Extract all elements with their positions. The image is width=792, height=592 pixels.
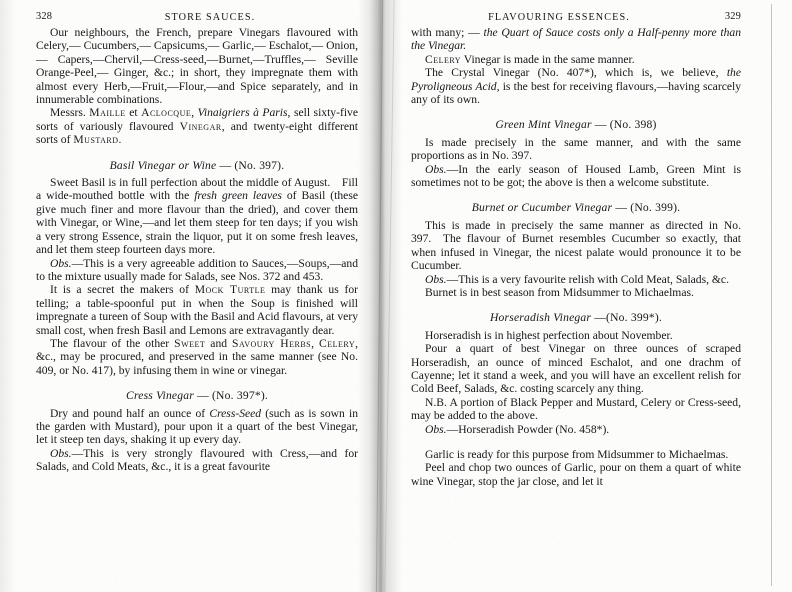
paragraph-burnet-method: This is made in precisely the same manner as directed in No. 397. The flavour of Burnet resembles Cucumber so exactly, that when infused in Vinegar, the nicest palate would pronounce it to be Cucumber. <box>411 218 741 273</box>
smallcaps-vinegar: Vinegar <box>179 119 222 133</box>
paragraph-green-mint-obs: Obs.—In the early season of Housed Lamb, Green Mint is sometimes not to be got; the above is then a welcome substitute. <box>411 162 741 190</box>
left-page-running-header <box>36 0 358 26</box>
heading-burnet-cucumber-vinegar-number: — (No. 399). <box>615 201 681 215</box>
heading-cress-vinegar <box>36 389 358 402</box>
paragraph-burnet-season: Burnet is in best season from Midsummer to Michaelmas. <box>425 285 694 299</box>
italic-fresh-green-leaves: fresh green leaves <box>194 189 282 203</box>
paragraph-horseradish-method: Pour a quart of best Vinegar on three ounces of scraped Horseradish, an ounce of minced Eschalot, and one drachm of Cayenne; let it stand a week, and you will have an excellent relish for Cold Beef, Salads, &c. costing scarcely any thing. <box>411 342 741 396</box>
left-page-edge-shadow <box>0 0 16 592</box>
paragraph-sweet-basil: Sweet Basil is in full perfection about the middle of August. Fill a wide-mouthed bottle with the fresh green leaves of Basil (these give much finer and more flavour than the dried), and cover them with Vinegar, or Wine,—and let them steep for ten days; if you wish a very strong Essence, strain the liquor, put it on some fresh leaves, and let them steep fourteen days more. <box>36 176 358 257</box>
smallcaps-maille: Maille <box>89 106 126 120</box>
heading-burnet-cucumber-vinegar-title: Burnet or Cucumber Vinegar <box>471 201 613 215</box>
left-page-column <box>36 0 358 474</box>
right-page-running-header <box>411 0 741 26</box>
smallcaps-mustard: Mustard <box>73 133 119 147</box>
paragraph-basil-obs: Obs.—This is a very agreeable addition to Sauces,—Soups,—and to the mixture usually made for Salads, see Nos. 372 and 453. <box>36 256 358 283</box>
heading-burnet-cucumber-vinegar <box>411 201 741 214</box>
paragraph-horseradish-nb: N.B. A portion of Black Pepper and Mustard, Celery or Cress-seed, may be added to the above. <box>411 395 741 423</box>
paragraph-garlic-method: Peel and chop two ounces of Garlic, pour on them a quart of white wine Vinegar, stop the jar close, and let it <box>411 461 741 488</box>
smallcaps-celery: Celery <box>319 336 356 350</box>
paragraph-celery-vinegar: Celery Vinegar is made in the same manner. <box>425 52 635 66</box>
smallcaps-mock-turtle: Mock Turtle <box>194 283 266 297</box>
paragraph-cress-obs: Obs.—This is very strongly flavoured with Cress,—and for Salads, and Cold Meats, &c., it is a great favourite <box>36 446 358 474</box>
italic-obs-label: Obs. <box>50 256 72 270</box>
smallcaps-aclocque: Aclocque <box>141 106 192 120</box>
heading-horseradish-vinegar <box>411 311 741 324</box>
right-page-running-head: FLAVOURING ESSENCES. <box>488 12 630 23</box>
heading-basil-vinegar <box>36 159 358 172</box>
italic-cress-seed: Cress-Seed <box>209 406 262 420</box>
heading-cress-vinegar-title: Cress Vinegar <box>126 389 194 403</box>
book-gutter-shadow <box>358 0 402 592</box>
paragraph-french-vinegars: Our neighbours, the French, prepare Vinegars flavoured with Celery,— Cucumbers,— Capsicums,— Garlic,— Eschalot,— Onion,— Capers,—Chervil,—Cress-seed,—Burnet,—Truffles,— Seville Orange-Peel,— Ginger, &c.; in short, they impregnate them with almost every Herb,—Fruit,—Flour,—and Spice separately, and in innumerable combinations. <box>36 26 358 107</box>
left-page-folio: 328 <box>36 11 53 22</box>
heading-green-mint-vinegar-title: Green Mint Vinegar <box>495 118 592 132</box>
italic-vinaigriers-a-paris: Vinaigriers à Paris <box>197 106 288 120</box>
heading-basil-vinegar-title: Basil Vinegar or Wine <box>109 158 217 172</box>
heading-cress-vinegar-number: — (No. 397*). <box>197 389 268 403</box>
paragraph-horseradish-season: Horseradish is in highest perfection about November. <box>425 328 673 342</box>
italic-obs-label-burnet: Obs. <box>425 272 447 286</box>
paragraph-quart-of-sauce: with many; — the Quart of Sauce costs only a Half-penny more than the Vinegar. <box>411 26 741 53</box>
paragraph-maille-aclocque: Messrs. Maille et Aclocque, Vinaigriers à Paris, sell sixty-five sorts of variously flavoured Vinegar, and twenty-eight different sorts of Mustard. <box>36 106 358 147</box>
paragraph-mock-turtle: It is a secret the makers of Mock Turtle may thank us for telling; a table-spoonful put in when the Soup is finished will impregnate a tureen of Soup with the Basil and Acid flavours, at very small cost, when fresh Basil and Lemons are extravagantly dear. <box>36 283 358 337</box>
left-page-running-head: STORE SAUCES. <box>164 12 256 23</box>
heading-green-mint-vinegar-number: — (No. 398) <box>594 118 657 132</box>
paragraph-burnet-obs: Obs.—This is a very favourite relish with Cold Meat, Salads, &c. <box>425 272 729 286</box>
heading-horseradish-vinegar-title: Horseradish Vinegar <box>489 311 592 325</box>
paragraph-sweet-savoury-herbs: The flavour of the other Sweet and Savoury Herbs, Celery, &c., may be procured, and preserved in the same manner (see No. 409, or No. 417), by infusing them in wine or vinegar. <box>36 336 359 377</box>
paragraph-garlic-season: Garlic is ready for this purpose from Midsummer to Michaelmas. <box>425 447 729 461</box>
paragraph-horseradish-obs: Obs.—Horseradish Powder (No. 458*). <box>425 422 610 436</box>
italic-quart-of-sauce: the Quart of Sauce costs only a Half-penny more than the Vinegar. <box>411 26 741 53</box>
smallcaps-savoury-herbs: Savoury Herbs <box>232 336 312 350</box>
paragraph-green-mint-method: Is made precisely in the same manner, and with the same proportions as in No. 397. <box>411 135 741 163</box>
smallcaps-sweet: Sweet <box>174 336 206 350</box>
paragraph-crystal-vinegar: The Crystal Vinegar (No. 407*), which is, we believe, the Pyroligneous Acid, is the best for receiving flavours,—having scarcely any of its own. <box>411 66 741 107</box>
right-page-folio: 329 <box>724 11 741 22</box>
italic-obs-label-horseradish: Obs. <box>425 422 447 436</box>
heading-green-mint-vinegar <box>411 118 741 131</box>
heading-basil-vinegar-number: — (No. 397). <box>219 158 285 172</box>
italic-obs-label-cress: Obs. <box>50 446 72 460</box>
heading-horseradish-vinegar-number: —(No. 399*). <box>594 311 663 325</box>
smallcaps-celery-right: Celery <box>425 52 462 66</box>
italic-pyroligneous-acid: the Pyroligneous Acid <box>411 66 741 93</box>
right-page-column <box>411 0 741 488</box>
paragraph-cress-method: Dry and pound half an ounce of Cress-Seed (such as is sown in the garden with Mustard), pour upon it a quart of the best Vinegar, let it steep ten days, shaking it up every day. <box>36 406 358 447</box>
right-page-edge-line <box>771 4 772 586</box>
italic-obs-label-mint: Obs. <box>425 162 447 176</box>
